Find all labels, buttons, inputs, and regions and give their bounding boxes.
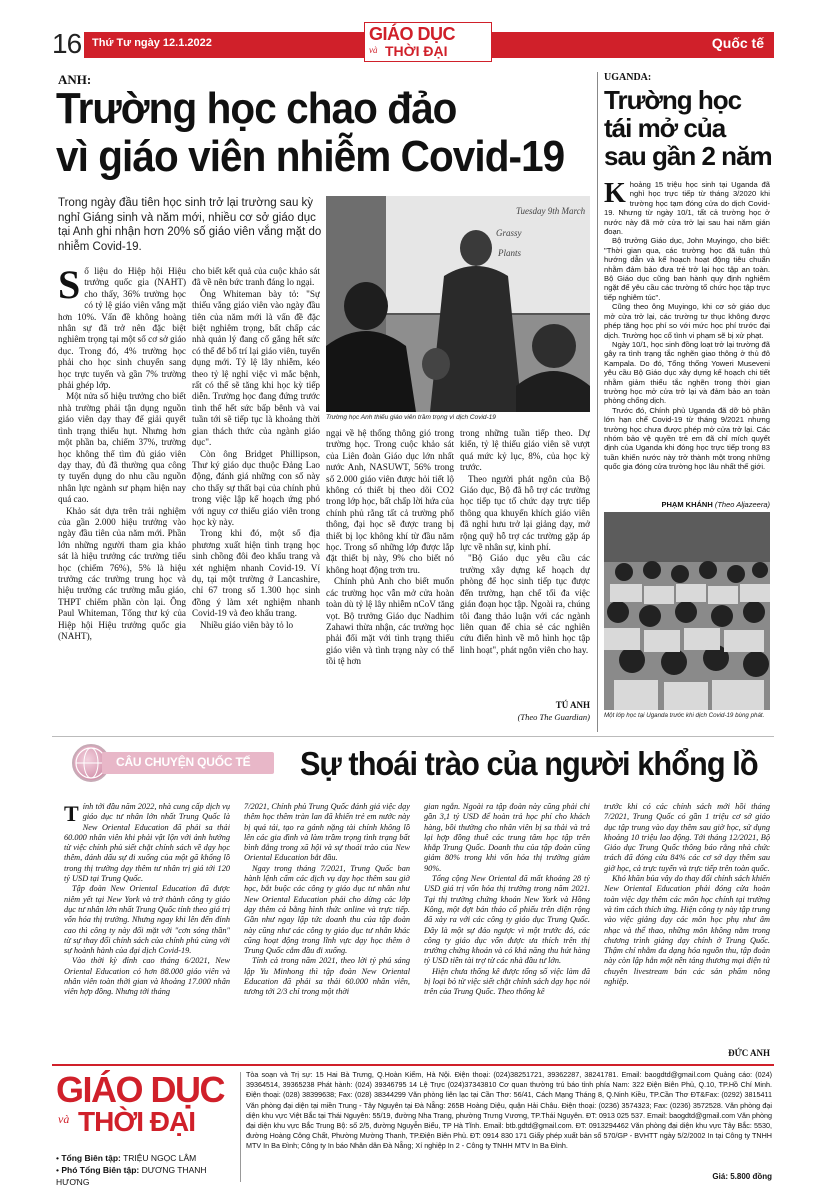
main-col-3 (326, 428, 454, 722)
story-c4-p2: Khó khăn bủa vây do thay đổi chính sách khiến New Oriental Education phải đóng cửa hoàn toàn việc dạy thêm các môn học chính tại trường và tìm cách thích ứng. Hiện công ty này tập trung vào việc giảng dạy các môn học phụ như âm nhạc và thể thao, những môn không nằm trong chương trình giảng dạy chính ở Trung Quốc. Thậm chí nhằm đa dạng hóa nguồn thu, tập đoàn này còn lập hẳn một nền tảng thương mại điện tử chuyên livestream bán các sản phẩm nông nghiệp. (604, 874, 770, 987)
main-kicker: ANH: (58, 72, 92, 87)
main-col2-p1: cho biết kết quả của cuộc khảo sát đã về nên bức tranh đáng lo ngại. (192, 266, 320, 288)
story-byline: ĐỨC ANH (728, 1048, 770, 1058)
story-dropcap: T (64, 802, 79, 826)
uganda-p2: Bộ trưởng Giáo dục, John Muyingo, cho biết: "Thời gian qua, các trường học đã tuân thủ hướng dẫn và kế hoạch hoạt động tiêu chuẩn nhằm đảm bảo đưa trẻ trở lại học tập an toàn. Bộ Giáo dục cũng ban hành quy định nghiêm ngặt để yêu cầu các trường tổ chức học tập trực tiếp nghiêm túc". (604, 236, 770, 302)
main-headline-1: Trường học chao đảo (56, 84, 457, 133)
main-col2-p3: Còn ông Bridget Phillipson, Thư ký giáo dục thuộc Đảng Lao động, đánh giá những con số này cho thấy sự thất bại của chính phủ trong việc lập kế hoạch ứng phó với nguy cơ thiếu giáo viên trong học kỳ này. (192, 448, 320, 527)
uganda-title-2: tái mở của (604, 113, 726, 143)
story-c2-p1: 7/2021, Chính phủ Trung Quốc đánh giá việc dạy thêm học thêm tràn lan đã khiến trẻ em nước này bị quá tải, tạo ra gánh nặng tài chính không lồ lên các gia đình và làm trầm trọng tình trạng bất bình đẳng trong xã hội và sự thoái trào của New Oriental Education bắt đầu. (244, 802, 410, 863)
masthead-bottom: THỜI ĐẠI (385, 43, 448, 59)
story-col-1 (64, 802, 230, 1060)
main-col3-p2: Chính phủ Anh cho biết muốn các trường học vẫn mở cửa hoàn toàn dù tỷ lệ lây nhiễm nCoV tăng vọt. Bộ trưởng Giáo dục Nadhim Zahawi thừa nhận, các trường học phải đối mặt với tình trạng thiếu giáo viên và tình trạng này có thể tồi tệ hơn (326, 576, 454, 667)
footer-contact: Tòa soạn và Trị sự: 15 Hai Bà Trưng, Q.Hoàn Kiếm, Hà Nội. Điện thoại: (024)38251721, 39362287, 38241781. Email: baogdtd@gmail.com Quảng cáo: (024) 39364514, 39365238 Phát hành: (024) 39346795 14 Lệ Trực (024)37343810 Cơ quan thường trú báo tỉnh phía Nam: 322 Điện Biên Phủ, Q.10, TP.Hồ Chí Minh. Điện thoại: (028) 38399638; Fax: (028) 38344299 Văn phòng liên lạc tại Cần Thơ: 56/41, Cách Mạng Tháng 8, Q.Ninh Kiều, TP.Cần Thơ ĐT&Fax: (0292) 3815411 Văn phòng đại diện tại miền Trung - Tây Nguyên tại Đà Nẵng: 265B Hoàng Diệu, quận Hải Châu. Điện thoại: (0236) 3574323; Fax: (0236) 3572528. Văn phòng đại diện khu vực Việt Bắc tại Thái Nguyên: 55/19, đường Nha Trang, phường Trưng Vương, TP.Thái Nguyên. ĐT: 0913 025 537. Email: baogdtd@gmail.com Văn phòng đại diện khu vực Bắc Trung Bộ: số 2/5, đường Nguyễn Biểu, TP Hà Tĩnh. Email: btb.gdtd@gmail.com. ĐT: 0913294462 Văn phòng đại diện khu vực Tây Bắc: 5530, đường Hoàng Công Chất, Phường Mường Thanh, TP.Điện Biên Phủ. ĐT: 0914 830 171 Giấy phép xuất bản số 570/GP - BVHTT ngày 5/2/2002 In tại Công ty TNHH MTV In Ba Đình; Công ty In báo Nhân dân Đà Nẵng; Xí nghiệp In 2 - Công ty TNHH MTV In Ba Đình. (246, 1070, 772, 1151)
masthead-top: GIÁO DỤC (369, 24, 455, 44)
story-c4-p1: trước khi có các chính sách mới hồi tháng 7/2021, Trung Quốc có gần 1 triệu cơ sở giáo dục tập trung vào dạy thêm sau giờ học, sử dụng khoảng 10 triệu lao động. Tới tháng 12/2021, Bộ Giáo dục Trung Quốc thông báo rằng nhà chức trách đã đóng cửa 84% các cơ sở dạy thêm sau giờ học, cả trực tuyến và trực tiếp trên toàn quốc. (604, 802, 770, 873)
deputy-editor-name: DƯƠNG THANH HƯƠNG (56, 1165, 207, 1187)
uganda-p4: Ngày 10/1, học sinh đồng loạt trở lại trường đã gây ra tình trạng tắc nghẽn giao thông ở thủ đô Kampala. Do đó, Tổng thống Yoweri Museveni yêu cầu Bộ Giáo dục xây dựng kế hoạch chi tiết nhằm giảm thiểu tắc nghẽn trong thời gian trường học mở cửa trở lại và đảm bảo an toàn phòng chống dịch. (604, 339, 770, 406)
classroom-photo (326, 196, 590, 412)
masthead-va: và (369, 45, 378, 55)
story-c2-p2: Ngay trong tháng 7/2021, Trung Quốc ban hành lệnh cấm các dịch vụ dạy học thêm sau giờ học, bắt buộc các công ty giáo dục tư nhân như New Oriental Education phải cho dừng các lớp dạy thêm cả bằng hình thức online và trực tiếp. Gần như ngay lập tức doanh thu của tập đoàn này cũng như các công ty giáo dục tư nhân khác cũng hoạt động trong lĩnh vực dạy học thêm ở Trung Quốc cắm đầu đi xuống. (244, 863, 410, 956)
uganda-body (604, 180, 770, 498)
editorial-staff (56, 1152, 236, 1188)
story-c1-p3: Vào thời kỳ đỉnh cao tháng 6/2021, New Oriental Education có hơn 88.000 giáo viên và nhân viên toàn thời gian và khoảng 17.000 nhân viên hợp đồng. Nhưng tới tháng (64, 956, 230, 997)
column-divider (597, 72, 598, 732)
classroom-illustration (326, 196, 590, 412)
story-c3-p3: Hiện chưa thống kê được tổng số việc làm đã bị loại bỏ từ việc siết chặt chính sách dạy học nói trên của Trung Quốc. Theo thống kê (424, 966, 590, 997)
main-dropcap: S (58, 266, 81, 307)
main-headline-2: vì giáo viên nhiễm Covid-19 (56, 132, 565, 181)
editor-in-chief-name: TRIỆU NGỌC LÂM (123, 1153, 197, 1163)
footer-logo-top: GIÁO DỤC (56, 1069, 224, 1110)
footer-logo-bottom: THỜI ĐẠI (78, 1106, 195, 1137)
story-col-2 (244, 802, 410, 1060)
story-c2-p3: Tính cả trong năm 2021, theo lời tỷ phú sáng lập Yu Minhong thì tập đoàn New Oriental Education đã phải sa thải 60.000 nhân viên, tương tới 2/3 chỉ trong một thời (244, 956, 410, 997)
main-col1-p1: ố liệu do Hiệp hội Hiệu trưởng quốc gia (NAHT) cho thấy, 36% trường học có tỷ lệ giáo viên vắng mặt hơn 10%. Vấn đề không hoàng nhân sự đã trở nên đặc biệt nghiêm trọng tại một số cơ sở giáo dục. Trong đó, 4% trường học phải cho học sinh chuyển sang học trực tuyến và gần 7% trường phải ghép lớp. (58, 266, 186, 391)
uganda-kicker: UGANDA: (604, 72, 652, 83)
page-header (52, 24, 774, 62)
story-col-3 (424, 802, 590, 1060)
section-label: Quốc tế (711, 35, 764, 51)
uganda-classroom-illustration (604, 512, 770, 710)
uganda-byline (604, 500, 770, 509)
uganda-author: PHẠM KHÁNH (661, 500, 713, 509)
main-col2-p5: Nhiều giáo viên bày tỏ lo (200, 619, 294, 630)
main-col1-p3: Khảo sát dựa trên trải nghiệm của gần 2.000 hiệu trưởng vào ngày đầu tiên của năm mới. Phần lớn những người tham gia khảo sát là hiệu trưởng các trường tiểu học (chiếm 76%), 5% là hiệu trưởng các trường trung học và hiệu trưởng các trường mẫu giáo, THPT chiếm phần còn lại. Ông Paul Whiteman, Tổng thư ký của Hiệp hội Hiệu trưởng quốc gia (NAHT), (58, 505, 186, 641)
story-c1-p1: ính tới đầu năm 2022, nhà cung cấp dịch vụ giáo dục tư nhân lớn nhất Trung Quốc là New Oriental Education đã phải sa thải 60.000 nhân viên khi phải vật lộn với ảnh hưởng từ việc chính phủ siết chặt chính sách về dạy học thêm, đánh dấu sự đi xuống của một gã khổng lồ trong thị trường dạy thêm tư nhân trị giá tới 120 tỷ USD tại Trung Quốc. (64, 802, 230, 884)
board-word-1: Grassy (496, 228, 522, 238)
editor-in-chief: • Tổng Biên tập: TRIỆU NGỌC LÂM (56, 1153, 197, 1163)
board-word-2: Plants (498, 248, 522, 258)
story-c3-p1: gian ngắn. Ngoài ra tập đoàn này cũng phải chi gần 3,1 tỷ USD để hoàn trả học phí cho khách hàng, bồi thường cho nhân viên bị sa thải và trả lại hợp đồng thuê các trung tâm học tập trên khắp Trung Quốc. Doanh thu của tập đoàn cũng giảm 80% trong khi vốn hóa thị trường giảm 90%. (424, 802, 590, 873)
main-col2-p2: Ông Whiteman bày tỏ: "Sự thiếu vắng giáo viên vào ngày đầu tiên của năm mới là vấn đề đặc biệt nghiêm trọng, bất chấp các nhà quản lý đang cố gắng hết sức có thể để bố trí lại giáo viên, tuyển dụng mới. Tỷ lệ lây nhiễm, kéo theo tỷ lệ nghỉ việc vì mắc bệnh, rất có thể sẽ tăng khi học kỳ tiếp diễn. Trường học đang đứng trước tình thế hết sức bấp bênh và vai tuần tới sẽ tiếp tục là khoảng thời gian thách thức của ngành giáo dục". (192, 288, 320, 448)
main-sapo: Trong ngày đầu tiên học sinh trở lại trường sau kỳ nghỉ Giáng sinh và năm mới, nhiều cơ sở giáo dục tại Anh ghi nhận hơn 20% số giáo viên vắng mặt do nhiễm Covid-19. (58, 197, 322, 253)
footer-logo (56, 1070, 226, 1150)
uganda-p3: Cũng theo ông Muyingo, khi cơ sở giáo dục mở cửa trở lại, các trường tư thục không được phép tăng học phí so với mức học phí trước đại dịch. Trường học cố tình vi phạm sẽ bị xử phạt. (604, 302, 770, 340)
main-col3-p1: ngại về hệ thống thông gió trong trường học. Trong cuộc khảo sát của Liên đoàn Giáo dục lớn nhất nước Anh, NASUWT, 56% trong số 2.000 giáo viên được hỏi tiết lộ không có thiết bị theo dõi CO2 trong lớp học, bất chấp lời hứa của chính phủ rằng tất cả trường phổ thông, đại học sẽ được trang bị thiết bị lọc không khí từ đầu năm học. Trong số những lớp được lắp đặt thiết bị này, 9% cho biết nó không hoạt động trơn tru. (326, 428, 454, 575)
main-source: (Theo The Guardian) (517, 712, 590, 722)
story-c3-p2: Tổng cộng New Oriental đã mất khoảng 28 tỷ USD giá trị vốn hóa thị trường trong năm 2021. Tại thị trường chứng khoán New York và Hồng Kông, một đợt bán tháo cổ phiếu trên diện rộng đã xảy ra với các công ty giáo dục Trung Quốc. Đây là một sự đảo ngược vì một trước đó, các công ty giáo dục vốn được ưa thích trên thị trường chứng khoán và có khả năng thu hút hàng tỷ USD tiền tài trợ từ các nhà đầu tư lớn. (424, 874, 590, 966)
story-label: CÂU CHUYỆN QUỐC TẾ (116, 755, 251, 769)
footer-price: Giá: 5.800 đồng (712, 1172, 772, 1181)
uganda-p1: hoảng 15 triệu học sinh tại Uganda đã nghỉ học trực tiếp từ tháng 3/2020 khi trường học tạm đóng cửa do dịch Covid-19. Nhưng từ ngày 10/1, tất cả trường học ở nước này đã mở cửa trở lại sau hai năm gián đoạn. (604, 180, 770, 237)
masthead (364, 22, 492, 62)
uganda-dropcap: K (604, 180, 626, 209)
main-col4-p1: trong những tuần tiếp theo. Dự kiến, tỷ lệ thiếu giáo viên sẽ vượt quá mức kỷ lục, 8%, của học kỳ trước. (460, 428, 590, 473)
main-col-2 (192, 266, 320, 716)
main-col4-p3: "Bộ Giáo dục yêu cầu các trường xây dựng kế hoạch dự phòng để học sinh tiếp tục được đến trường, hạn chế tối đa việc gián đoạn học tập. Ngoài ra, chúng tôi đang thảo luận với các ngành liên quan để chia sẻ các nghiên cứu điển hình về mô hình học tập linh hoạt", phát ngôn viên cho hay. (460, 553, 590, 655)
main-col4-p2: Theo người phát ngôn của Bộ Giáo dục, Bộ đã hỗ trợ các trường học tiếp tục tổ chức dạy trực tiếp thông qua khuyến khích giáo viên đã nghỉ hưu trở lại giảng dạy, mở rộng quỹ hỗ trợ các trường gặp áp lực về nhân sự, kinh phí. (460, 473, 590, 553)
uganda-title-3: sau gần 2 năm (604, 141, 772, 171)
deputy-editor: • Phó Tổng Biên tập: DƯƠNG THANH HƯƠNG (56, 1165, 207, 1187)
uganda-title-1: Trường học (604, 85, 742, 115)
editor-in-chief-label: Tổng Biên tập: (61, 1153, 121, 1163)
story-title: Sự thoái trào của người khổng lồ (300, 745, 758, 782)
main-col-4 (460, 428, 590, 698)
footer-logo-va: và (58, 1112, 70, 1126)
story-banner (72, 742, 272, 784)
page-number: 16 (52, 28, 82, 59)
story-c1-p2: Tập đoàn New Oriental Education đã được niêm yết tại New York và trở thành công ty giáo dục tư nhân lớn nhất Trung Quốc tính theo giá trị vốn hóa thị trường. Nhưng ngay khi lên đến đỉnh cao thì công ty này đối mặt với "cơn sóng thần" từ sự thay đổi chính sách của chính phủ cùng với sự hoành hành của đại dịch Covid-19. (64, 884, 230, 956)
deputy-editor-label: Phó Tổng Biên tập: (61, 1165, 140, 1175)
main-byline: TÚ ANH (555, 700, 590, 710)
uganda-caption: Một lớp học tại Uganda trước khi dịch Covid-19 bùng phát. (604, 712, 765, 719)
story-col-4 (604, 802, 770, 1048)
uganda-p5: Trước đó, Chính phủ Uganda đã dỡ bỏ phần lớn hạn chế Covid-19 từ tháng 9/2021 nhưng trường học chưa được phép mở cửa trở lại. Các nhóm bảo vệ quyền trẻ em đã chỉ mích quyết định của Uganda khi đóng học trực tiếp trong 83 tuần khiến nước này trở thành một trong những quốc gia đóng cửa trường học lâu nhất thế giới. (604, 405, 770, 472)
footer-divider (240, 1072, 241, 1182)
issue-date: Thứ Tư ngày 12.1.2022 (92, 37, 212, 49)
footer-top-rule (52, 1064, 774, 1066)
story-top-rule (52, 736, 774, 737)
uganda-source: (Theo Aljazeera) (714, 500, 770, 509)
main-col-1 (58, 266, 186, 716)
board-date: Tuesday 9th March (516, 206, 586, 216)
main-col1-p2: Một nửa số hiệu trưởng cho biết nhà trường phải tận dụng nguồn giáo viên dạy thay để giải quyết tình trạng thiếu hụt. Nhưng hơn một phần ba, chiếm 37%, trường học không thể tìm đủ giáo viên dạy thay, đủ đã thường qua công ty tuyển dụng do nhu cầu nguồn nhân lực ngành sư phạm hiện nay quá cao. (58, 391, 186, 505)
main-col2-p4: Trong khi đó, một số địa phương xuất hiện tình trạng học sinh chồng đôi đeo khẩu trang và xét nghiệm nhanh Covid-19. Ví dụ, tại một trường ở Lancashire, chỉ 67 trong số 1.300 học sinh đồng ý làm xét nghiệm nhanh Covid-19 và đeo khẩu trang. (192, 528, 320, 619)
uganda-photo (604, 512, 770, 710)
classroom-caption: Trường học Anh thiếu giáo viên trầm trọng vì dịch Covid-19 (326, 414, 496, 421)
